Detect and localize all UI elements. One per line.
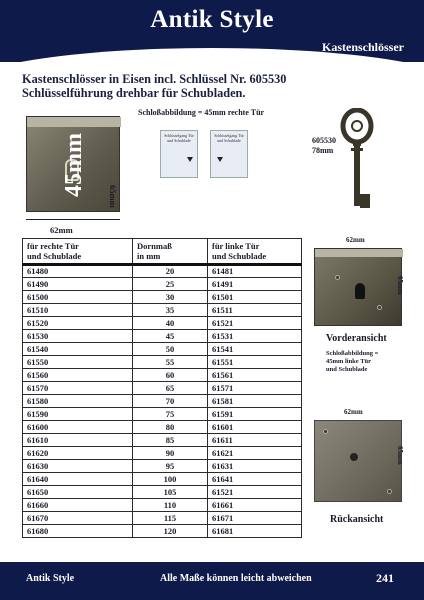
table-row (23, 525, 302, 538)
cell-left-door: 61621 (208, 447, 302, 460)
cell-dornmass: 85 (133, 434, 208, 447)
cell-left-door: 61631 (208, 460, 302, 473)
header-dornmass (133, 239, 208, 265)
cell-right-door: 61540 (23, 343, 133, 356)
cell-dornmass: 25 (133, 278, 208, 291)
cell-right-door: 61500 (23, 291, 133, 304)
cell-left-door: 61601 (208, 421, 302, 434)
intro-text (22, 72, 286, 100)
cell-dornmass: 95 (133, 460, 208, 473)
cell-dornmass: 55 (133, 356, 208, 369)
lock-table (22, 238, 302, 538)
caption-top: Schloßabbildung = 45mm rechte Tür (138, 108, 265, 117)
cell-left-door: 61671 (208, 512, 302, 525)
keyhole-icon (350, 453, 358, 461)
cell-left-door: 61511 (208, 304, 302, 317)
lock-dimension-label: 45mm (61, 133, 87, 197)
cell-left-door: 61501 (208, 291, 302, 304)
lock-plate (27, 117, 121, 127)
cell-left-door: 61681 (208, 525, 302, 538)
card-left-text: Schlüsselgang Tür und Schublade (164, 133, 194, 143)
page-number: 241 (376, 571, 394, 585)
cell-right-door: 61560 (23, 369, 133, 382)
front-height-label: 65mm (396, 276, 404, 295)
cell-dornmass: 90 (133, 447, 208, 460)
card-right-text: Schlüsselgang Tür und Schublade (214, 133, 244, 143)
cell-dornmass: 30 (133, 291, 208, 304)
header-dornmass-text: Dornmaß in mm (137, 241, 172, 261)
header-right-door (23, 239, 133, 265)
cell-right-door: 61660 (23, 499, 133, 512)
cell-dornmass: 80 (133, 421, 208, 434)
cell-left-door: 61571 (208, 382, 302, 395)
footer-brand: Antik Style (26, 573, 75, 584)
cell-dornmass: 60 (133, 369, 208, 382)
cell-left-door: 61551 (208, 356, 302, 369)
table-row (23, 356, 302, 369)
cell-left-door: 61581 (208, 395, 302, 408)
table-row (23, 343, 302, 356)
cell-right-door: 61580 (23, 395, 133, 408)
table-row (23, 395, 302, 408)
cell-right-door: 61610 (23, 434, 133, 447)
cell-left-door: 61591 (208, 408, 302, 421)
header-left-door (208, 239, 302, 265)
key-icon (337, 108, 377, 218)
front-width-label: 62mm (346, 236, 365, 244)
cell-dornmass: 120 (133, 525, 208, 538)
table-row (23, 447, 302, 460)
lock-width-label: 62mm (50, 225, 73, 235)
header-left-door-text: für linke Tür und Schublade (212, 241, 267, 261)
lock-photo (26, 116, 120, 212)
cell-left-door: 61561 (208, 369, 302, 382)
table-row (23, 291, 302, 304)
table-row (23, 421, 302, 434)
cell-dornmass: 50 (133, 343, 208, 356)
front-view-photo (314, 248, 402, 326)
cell-right-door: 61590 (23, 408, 133, 421)
cell-dornmass: 75 (133, 408, 208, 421)
cell-dornmass: 115 (133, 512, 208, 525)
cell-right-door: 61480 (23, 265, 133, 278)
back-height-label: 65mm (396, 446, 404, 465)
cell-left-door: 61521 (208, 317, 302, 330)
cell-left-door: 61541 (208, 343, 302, 356)
table-header-row (23, 239, 302, 265)
cell-right-door: 61490 (23, 278, 133, 291)
header-right-door-text: für rechte Tür und Schublade (27, 241, 82, 261)
cell-right-door: 61530 (23, 330, 133, 343)
table-row (23, 512, 302, 525)
width-dimension-line (26, 219, 120, 220)
orientation-card-left (160, 130, 198, 178)
cell-left-door: 61531 (208, 330, 302, 343)
cell-dornmass: 20 (133, 265, 208, 278)
cell-left-door: 61481 (208, 265, 302, 278)
cell-left-door: 61641 (208, 473, 302, 486)
screw-icon (387, 489, 392, 494)
front-view-label: Vorderansicht (326, 333, 387, 344)
table-row (23, 434, 302, 447)
back-view-photo (314, 420, 402, 502)
screw-icon (323, 429, 328, 434)
table-row (23, 499, 302, 512)
orientation-card-right (210, 130, 248, 178)
keyhole-icon (355, 283, 365, 299)
cell-dornmass: 105 (133, 486, 208, 499)
cell-right-door: 61550 (23, 356, 133, 369)
cell-dornmass: 65 (133, 382, 208, 395)
arrow-down-icon (187, 157, 193, 165)
page-subtitle: Kastenschlösser (322, 40, 404, 54)
cell-left-door: 61611 (208, 434, 302, 447)
cell-left-door: 61491 (208, 278, 302, 291)
table-row (23, 304, 302, 317)
cell-right-door: 61600 (23, 421, 133, 434)
cell-left-door: 61661 (208, 499, 302, 512)
table-row (23, 265, 302, 278)
table-row (23, 382, 302, 395)
cell-right-door: 61510 (23, 304, 133, 317)
table-row (23, 369, 302, 382)
cell-right-door: 61680 (23, 525, 133, 538)
table-row (23, 330, 302, 343)
cell-right-door: 61640 (23, 473, 133, 486)
back-width-label: 62mm (344, 408, 363, 416)
front-note: Schloßabbildung = 45mm linke Tür und Schublade (326, 350, 379, 373)
key-number: 605530 (312, 136, 336, 145)
table-row (23, 460, 302, 473)
intro-line-1: Kastenschlösser in Eisen incl. Schlüssel Nr. 605530 (22, 72, 287, 86)
key-length: 78mm (312, 146, 334, 155)
key-label (312, 136, 336, 156)
cell-left-door: 61521 (208, 486, 302, 499)
table-row (23, 317, 302, 330)
cell-dornmass: 100 (133, 473, 208, 486)
cell-right-door: 61670 (23, 512, 133, 525)
cell-dornmass: 110 (133, 499, 208, 512)
table-row (23, 486, 302, 499)
table-body (23, 265, 302, 538)
screw-icon (377, 305, 382, 310)
table-row (23, 278, 302, 291)
intro-line-2: Schlüsselführung drehbar für Schubladen. (22, 86, 246, 100)
page-title: Antik Style (150, 6, 274, 33)
cell-right-door: 61650 (23, 486, 133, 499)
cell-dornmass: 45 (133, 330, 208, 343)
cell-right-door: 61620 (23, 447, 133, 460)
cell-dornmass: 35 (133, 304, 208, 317)
front-plate (315, 249, 403, 257)
footer-note: Alle Maße können leicht abweichen (160, 573, 312, 584)
lock-height-label: 65mm (108, 185, 118, 208)
cell-right-door: 61570 (23, 382, 133, 395)
arrow-down-icon (217, 157, 223, 165)
cell-dornmass: 70 (133, 395, 208, 408)
cell-right-door: 61630 (23, 460, 133, 473)
cell-dornmass: 40 (133, 317, 208, 330)
table-row (23, 473, 302, 486)
back-view-label: Rückansicht (330, 514, 384, 525)
table-row (23, 408, 302, 421)
screw-icon (335, 275, 340, 280)
cell-right-door: 61520 (23, 317, 133, 330)
